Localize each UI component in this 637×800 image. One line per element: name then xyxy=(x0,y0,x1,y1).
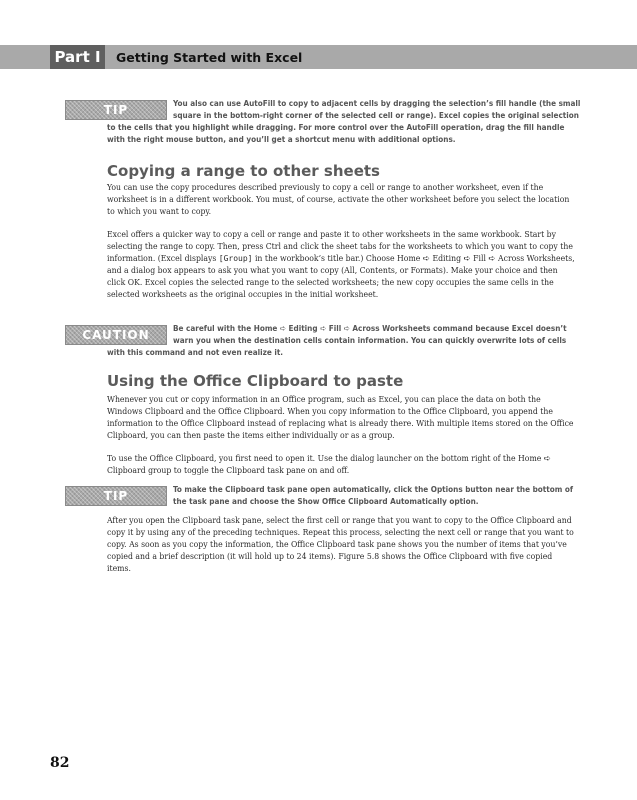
body-paragraph: To use the Office Clipboard, you first need to open it. Use the dialog launcher on the bottom right of the Home ➪ Clipboard group to toggle the Clipboard task pane on and off. xyxy=(107,454,552,477)
page-number: 82 xyxy=(50,755,70,771)
section-heading: Using the Office Clipboard to paste xyxy=(107,372,404,390)
body-paragraph: You can use the copy procedures described previously to copy a cell or range to another worksheet, even if the worksheet is in a different workbook. You must, of course, activate the other worksheet before you select the location to which you want to copy. xyxy=(107,183,570,218)
body-paragraph: After you open the Clipboard task pane, select the first cell or range that you want to copy to the Office Clipboard and copy it by using any of the preceding techniques. Repeat this process, selecting the next cell or range that you want to copy. As soon as you copy the information, the Office Clipboard task pane shows you the number of items that you’ve copied and a brief description (it will hold up to 24 items). Figure 5.8 shows the Office Clipboard with five copied items. xyxy=(107,516,574,575)
caution-callout xyxy=(82,322,582,358)
tip-badge: TIP xyxy=(65,486,167,506)
section-heading: Copying a range to other sheets xyxy=(107,162,380,180)
caution-badge: CAUTION xyxy=(65,325,167,345)
body-paragraph xyxy=(107,229,577,302)
paragraph-text: in the workbook’s title bar.) Choose Home ➪ Editing ➪ Fill ➪ Across Worksheets, and a dialog box appears to ask you what you want to copy (All, Contents, or Formats). Make your choice and then click OK. Excel copies the selected range to the selected worksheets; the new copy occupies the same cells in the selected worksheets as the original occupies in the initial worksheet. xyxy=(107,254,575,301)
tip-badge: TIP xyxy=(65,100,167,120)
part-label: Part I xyxy=(50,45,105,69)
caution-text: Be careful with the Home ➪ Editing ➪ Fill ➪ Across Worksheets command because Excel doesn’t warn you when the destination cells contain information. You can quickly overwrite lots of cells with this command and not even realize it. xyxy=(107,323,567,357)
tip-callout xyxy=(103,97,582,145)
tip-callout xyxy=(103,483,582,507)
code-group-label: [Group] xyxy=(218,254,253,264)
chapter-title: Getting Started with Excel xyxy=(116,49,303,65)
paragraph-text: Excel offers a quicker way to copy a cell or range and paste it to other worksheets in the same workbook. Start by selecting the range to copy. Then, press Ctrl and click the sheet tabs for the worksheets to which you want to copy the information. (Excel displays xyxy=(107,230,573,265)
tip-text: You also can use AutoFill to copy to adjacent cells by dragging the selection’s fill handle (the small square in the bottom-right corner of the selected cell or range). Excel copies the original selection to the cells that you highlight while dragging. For more control over the AutoFill operation, drag the fill handle with the right mouse button, and you’ll get a shortcut menu with additional options. xyxy=(107,98,581,144)
body-paragraph: Whenever you cut or copy information in an Office program, such as Excel, you can place the data on both the Windows Clipboard and the Office Clipboard. When you copy information to the Office Clipboard, you append the information to the Office Clipboard instead of replacing what is already there. With multiple items stored on the Office Clipboard, you can then paste the items either individually or as a group. xyxy=(107,395,574,442)
tip-text: To make the Clipboard task pane open automatically, click the Options button near the bottom of the task pane and choose the Show Office Clipboard Automatically option. xyxy=(173,484,574,506)
